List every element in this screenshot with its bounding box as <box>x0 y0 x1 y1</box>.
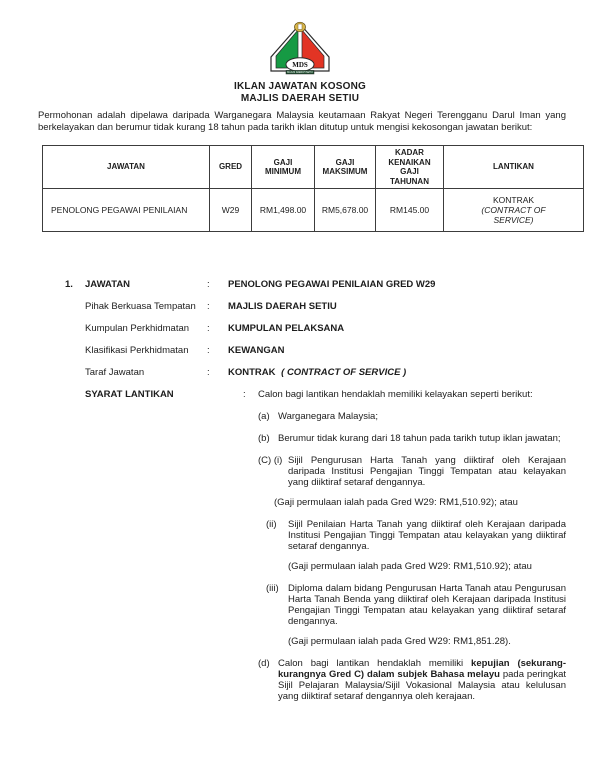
title-line-2: MAJLIS DAERAH SETIU <box>240 92 360 104</box>
item-b <box>258 433 566 444</box>
value-taraf-jawatan <box>228 367 566 378</box>
value-kumpulan-perkhidmatan: KUMPULAN PELAKSANA <box>228 323 345 334</box>
item-d-text-pre: Calon bagi lantikan hendaklah memiliki <box>278 658 472 669</box>
item-d-text-bold: kepujian (sekurang-kurangnya Gred C) dalam subjek Bahasa melayu <box>278 658 567 680</box>
cell-gaji-minimum: RM1,498.00 <box>252 189 315 232</box>
cell-kadar-kenaikan: RM145.00 <box>376 189 444 232</box>
item-c-i-gaji: (Gaji permulaan ialah pada Gred W29: RM1,510.92); atau <box>274 497 518 508</box>
item-c-iii-label: (iii) <box>266 583 279 594</box>
row-syarat-lantikan <box>65 389 566 400</box>
col-header-gaji-minimum-label: GAJI MINIMUM <box>265 157 301 176</box>
cell-jawatan: PENOLONG PEGAWAI PENILAIAN <box>43 189 210 232</box>
requirement-list <box>258 411 566 702</box>
colon: : <box>243 389 246 400</box>
item-c-i <box>258 455 566 488</box>
colon: : <box>207 301 210 312</box>
lantikan-main: KONTRAK <box>492 195 535 205</box>
row-pihak-berkuasa <box>65 301 566 312</box>
value-klasifikasi-perkhidmatan: KEWANGAN <box>228 345 285 356</box>
item-c-ii-gaji: (Gaji permulaan ialah pada Gred W29: RM1,510.92); atau <box>288 561 532 572</box>
item-a <box>258 411 566 422</box>
value-pihak-berkuasa: MAJLIS DAERAH SETIU <box>228 301 337 312</box>
item-a-text: Warganegara Malaysia; <box>278 411 378 422</box>
vacancy-table <box>42 145 584 232</box>
col-header-gred <box>210 146 252 189</box>
col-header-kadar-kenaikan <box>376 146 444 189</box>
logo-crest-detail <box>298 24 302 30</box>
logo-container <box>0 0 600 80</box>
col-header-jawatan-label: JAWATAN <box>107 162 145 172</box>
col-header-lantikan <box>444 146 584 189</box>
row-jawatan <box>65 279 566 290</box>
cell-gaji-maksimum: RM5,678.00 <box>315 189 376 232</box>
col-header-kadar-kenaikan-label: KADAR KENAIKAN GAJI TAHUNAN <box>388 148 431 186</box>
section-number: 1. <box>65 279 73 290</box>
item-d-label: (d) <box>258 658 270 669</box>
item-b-label: (b) <box>258 433 270 444</box>
section-1 <box>65 279 566 702</box>
item-c-iii-gaji: (Gaji permulaan ialah pada Gred W29: RM1,851.28). <box>288 636 511 647</box>
label-kumpulan-perkhidmatan: Kumpulan Perkhidmatan <box>85 323 190 334</box>
label-pihak-berkuasa: Pihak Berkuasa Tempatan <box>85 301 196 312</box>
col-header-jawatan <box>43 146 210 189</box>
item-c-ii-label: (ii) <box>266 519 277 530</box>
mds-logo-icon <box>265 21 335 75</box>
label-taraf-jawatan: Taraf Jawatan <box>85 367 145 378</box>
logo-ribbon-text: MAJLIS DAERAH SETIU <box>287 72 313 75</box>
title-line-1: IKLAN JAWATAN KOSONG <box>234 81 366 92</box>
intro-paragraph: Permohonan adalah dipelawa daripada Warganegara Malaysia keutamaan Rakyat Negeri Terengganu Darul Iman yang berkelayakan dan berumur tidak kurang 18 tahun pada tarikh iklan ditutup untuk mengisi kekosongan jawatan berikut: <box>38 110 566 133</box>
item-d-text-post: pada peringkat Sijil Pelajaran Malaysia/Sijil Vokasional Malaysia atau kelulusan yang diiktiraf setaraf dengannya oleh kerajaan. <box>278 669 567 702</box>
item-a-label: (a) <box>258 411 270 422</box>
table-row <box>43 189 584 232</box>
colon: : <box>207 367 210 378</box>
item-c-ii-text: Sijil Penilaian Harta Tanah yang diiktiraf oleh Kerajaan daripada Institusi Pengajian Tinggi Tempatan atau kelayakan yang diiktiraf setaraf dengannya. <box>288 519 566 552</box>
col-header-gred-label: GRED <box>218 162 243 172</box>
item-c-iii <box>258 583 566 627</box>
syarat-intro: Calon bagi lantikan hendaklah memiliki kelayakan seperti berikut: <box>258 389 533 400</box>
colon: : <box>207 345 210 356</box>
item-c-i-text: Sijil Pengurusan Harta Tanah yang diiktiraf oleh Kerajaan daripada Institusi Pengajian Tinggi Tempatan atau kelayakan yang diiktiraf setaraf dengannya. <box>288 455 566 488</box>
value-jawatan: PENOLONG PEGAWAI PENILAIAN GRED W29 <box>228 279 436 290</box>
taraf-kontrak: KONTRAK <box>228 367 276 378</box>
col-header-lantikan-label: LANTIKAN <box>493 162 534 172</box>
col-header-gaji-maksimum-label: GAJI MAKSIMUM <box>322 157 368 176</box>
row-kumpulan-perkhidmatan <box>65 323 566 334</box>
colon: : <box>207 323 210 334</box>
item-d-text <box>278 658 566 702</box>
label-klasifikasi-perkhidmatan: Klasifikasi Perkhidmatan <box>85 345 189 356</box>
colon: : <box>207 279 210 290</box>
label-syarat-lantikan: SYARAT LANTIKAN <box>85 389 174 400</box>
table-header-row <box>43 146 584 189</box>
document-title <box>0 81 600 104</box>
logo-mds-text: MDS <box>292 61 308 69</box>
col-header-gaji-maksimum <box>315 146 376 189</box>
cell-lantikan <box>444 189 584 232</box>
label-jawatan: JAWATAN <box>85 279 131 290</box>
row-klasifikasi-perkhidmatan <box>65 345 566 356</box>
col-header-gaji-minimum <box>252 146 315 189</box>
item-c-i-label: (C) (i) <box>258 455 283 466</box>
row-taraf-jawatan <box>65 367 566 378</box>
cell-gred: W29 <box>210 189 252 232</box>
item-c-ii <box>258 519 566 552</box>
item-c-iii-text: Diploma dalam bidang Pengurusan Harta Tanah atau Pengurusan Harta Tanah Benda yang diiktiraf oleh Kerajaan daripada Institusi Pengajian Tinggi Tempatan atau kelayakan yang diiktiraf setaraf dengannya. <box>288 583 566 627</box>
lantikan-sub: (CONTRACT OF SERVICE) <box>481 205 546 225</box>
item-d <box>258 658 566 702</box>
taraf-contract-of-service: ( CONTRACT OF SERVICE ) <box>281 367 407 378</box>
item-b-text: Berumur tidak kurang dari 18 tahun pada tarikh tutup iklan jawatan; <box>278 433 561 444</box>
